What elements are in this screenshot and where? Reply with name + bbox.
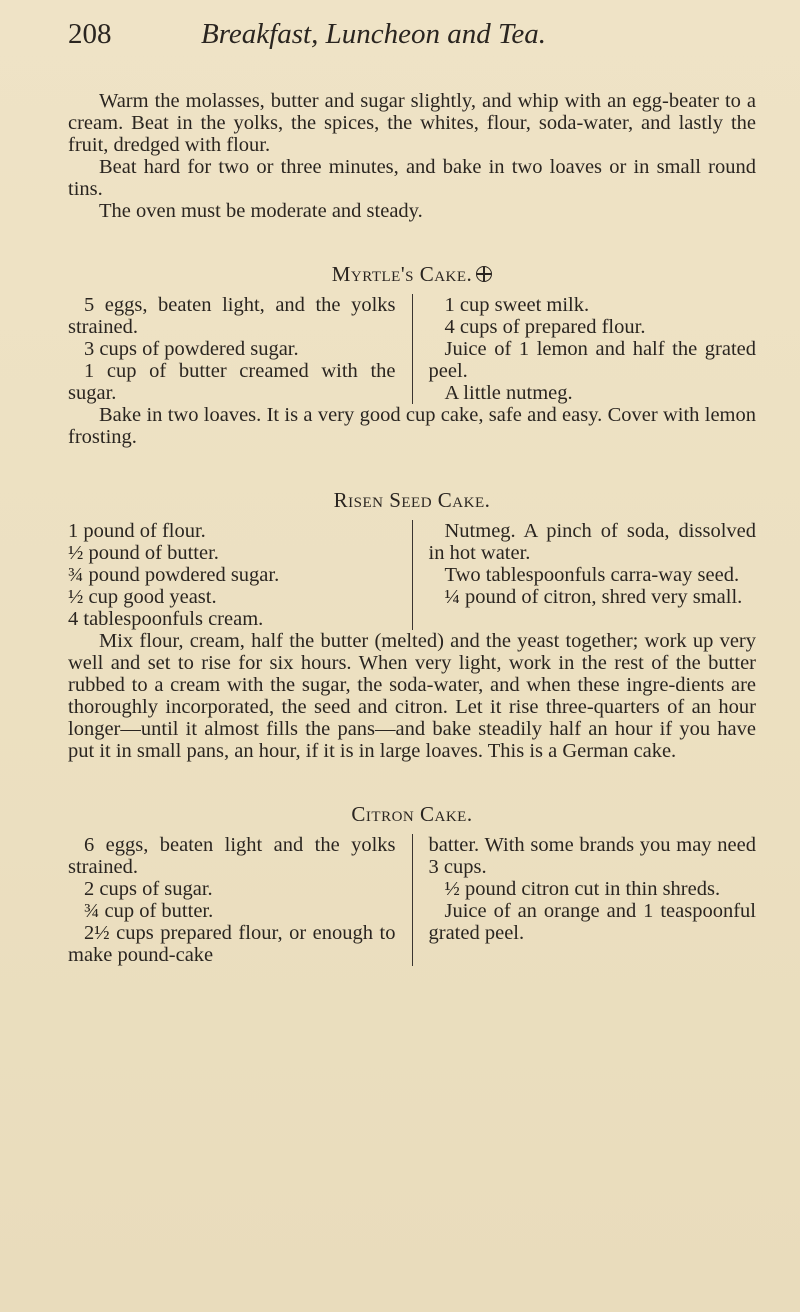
recipe-title bbox=[68, 262, 756, 286]
intro-paragraph: Beat hard for two or three minutes, and bake in two loaves or in small round tins. bbox=[68, 156, 756, 200]
recipe-directions: Mix flour, cream, half the butter (melted) and the yeast together; work up very well and set to rise for six hours. When very light, work in the rest of the butter rubbed to a cream with the sugar, the soda-water, and when these ingre-dients are thoroughly incorporated, the seed and citron. Let it rise three-quarters of an hour longer—until it almost fills the pans—and bake steadily half an hour if you have put it in small pans, an hour, if it is in large loaves. This is a German cake. bbox=[68, 630, 756, 762]
ingredient-line: 3 cups of powdered sugar. bbox=[84, 338, 299, 360]
page-header bbox=[68, 18, 768, 68]
ingredient-line: Juice of 1 lemon and half the grated peel. bbox=[428, 338, 756, 382]
ingredient-line: ½ pound of butter. bbox=[68, 542, 219, 564]
ingredient-line: ¼ pound of citron, shred very small. bbox=[444, 586, 743, 608]
recipe-title-text: Myrtle's Cake. bbox=[331, 262, 473, 286]
ingredient-line: ½ cup good yeast. bbox=[68, 586, 217, 608]
ingredient-line: ¾ pound powdered sugar. bbox=[68, 564, 280, 586]
ingredient-line: Two tablespoonfuls carra-way seed. bbox=[444, 564, 740, 586]
ingredients-right bbox=[412, 520, 757, 630]
ingredient-line: A little nutmeg. bbox=[444, 382, 573, 404]
ingredients-right bbox=[412, 834, 757, 966]
ingredient-line: 2½ cups prepared flour, or enough to make pound-cake bbox=[68, 922, 396, 966]
ingredient-line: 1 pound of flour. bbox=[68, 520, 206, 542]
ingredient-line: batter. With some brands you may need 3 cups. bbox=[428, 834, 756, 878]
circled-cross-icon bbox=[476, 266, 492, 282]
ingredient-columns bbox=[68, 834, 756, 966]
ingredient-line: ¾ cup of butter. bbox=[84, 900, 214, 922]
page-content bbox=[68, 90, 756, 966]
intro-paragraph: The oven must be moderate and steady. bbox=[99, 200, 423, 222]
ingredient-line: 1 cup sweet milk. bbox=[444, 294, 590, 316]
ingredients-left bbox=[68, 834, 412, 966]
ingredients-right bbox=[412, 294, 757, 404]
running-title: Breakfast, Luncheon and Tea. bbox=[201, 18, 547, 50]
ingredients-left bbox=[68, 520, 412, 630]
ingredient-line: 5 eggs, beaten light, and the yolks strained. bbox=[68, 294, 396, 338]
recipe-title: Citron Cake. bbox=[351, 802, 473, 826]
intro-paragraph: Warm the molasses, butter and sugar slightly, and whip with an egg-beater to a cream. Beat in the yolks, the spices, the whites, flour, soda-water, and lastly the fruit, dredged with flour. bbox=[68, 90, 756, 156]
ingredients-left bbox=[68, 294, 412, 404]
recipe-directions: Bake in two loaves. It is a very good cup cake, safe and easy. Cover with lemon frosting. bbox=[68, 404, 756, 448]
ingredient-line: Juice of an orange and 1 teaspoonful grated peel. bbox=[428, 900, 756, 944]
ingredient-line: Nutmeg. A pinch of soda, dissolved in hot water. bbox=[428, 520, 756, 564]
ingredient-line: 1 cup of butter creamed with the sugar. bbox=[68, 360, 396, 404]
ingredient-line: ½ pound citron cut in thin shreds. bbox=[444, 878, 721, 900]
recipe-title: Risen Seed Cake. bbox=[333, 488, 491, 512]
ingredient-columns bbox=[68, 294, 756, 404]
ingredient-line: 2 cups of sugar. bbox=[84, 878, 213, 900]
ingredient-line: 4 tablespoonfuls cream. bbox=[68, 608, 264, 630]
ingredient-line: 4 cups of prepared flour. bbox=[444, 316, 646, 338]
ingredient-columns bbox=[68, 520, 756, 630]
page-number: 208 bbox=[68, 18, 112, 50]
ingredient-line: 6 eggs, beaten light and the yolks strained. bbox=[68, 834, 396, 878]
